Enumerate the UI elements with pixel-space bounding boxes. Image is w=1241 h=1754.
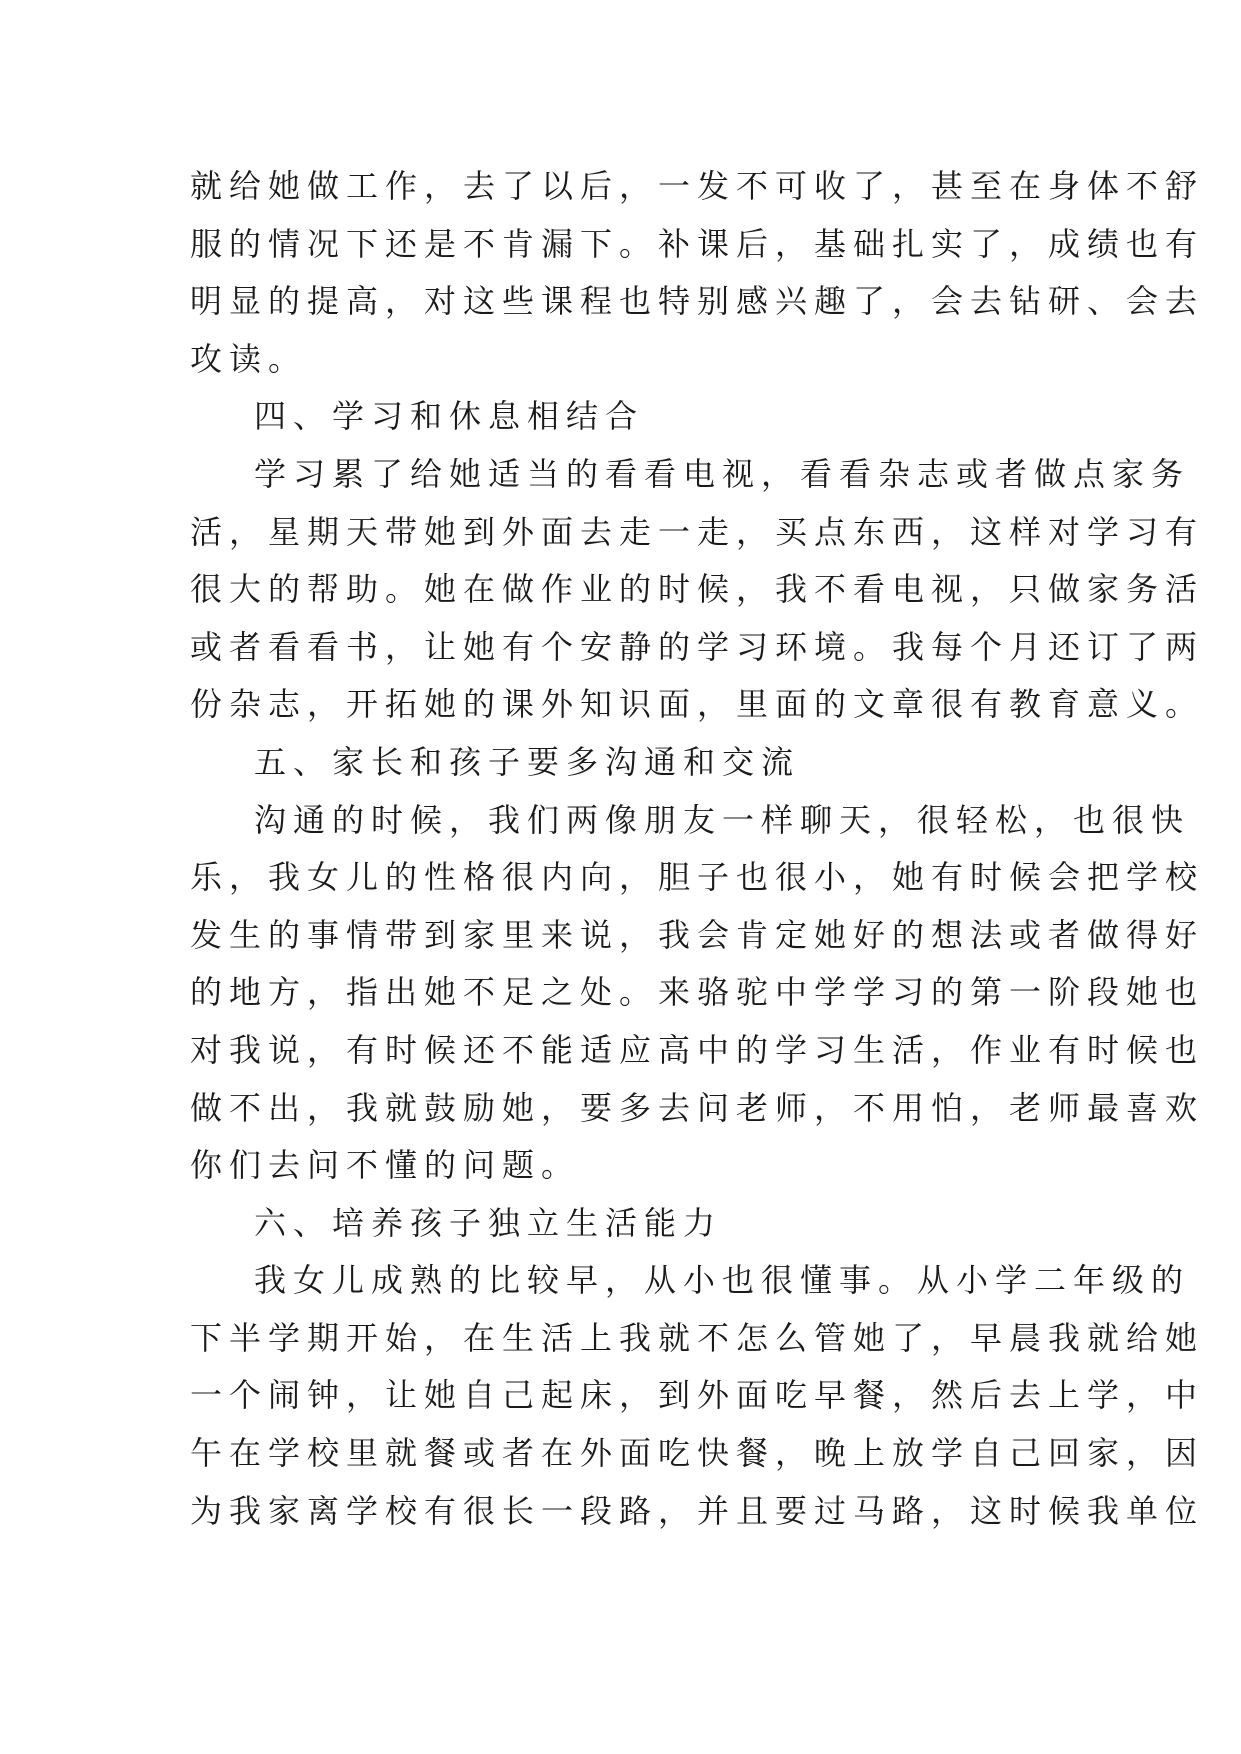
text-line: 下半学期开始，在生活上我就不怎么管她了，早晨我就给她 [190,1318,1205,1357]
text-line: 份杂志，开拓她的课外知识面，里面的文章很有教育意义。 [190,685,1205,724]
text-line: 活，星期天带她到外面去走一走，买点东西，这样对学习有 [190,512,1205,551]
text-line: 我女儿成熟的比较早，从小也很懂事。从小学二年级的 [254,1261,1191,1300]
text-line: 攻读。 [190,339,308,378]
text-line: 或者看看书，让她有个安静的学习环境。我每个月还订了两 [190,627,1205,666]
text-line: 你们去问不懂的问题。 [190,1146,581,1185]
text-line: 服的情况下还是不肯漏下。补课后，基础扎实了，成绩也有 [190,224,1205,263]
document-body [190,158,1205,1540]
text-line: 为我家离学校有很长一段路，并且要过马路，这时候我单位 [190,1491,1205,1530]
section-heading: 五、家长和孩子要多沟通和交流 [254,742,801,781]
text-line: 学习累了给她适当的看看电视，看看杂志或者做点家务 [254,454,1191,493]
section-heading: 六、培养孩子独立生活能力 [254,1203,723,1242]
text-line: 乐，我女儿的性格很内向，胆子也很小，她有时候会把学校 [190,858,1205,897]
text-line: 发生的事情带到家里来说，我会肯定她好的想法或者做得好 [190,915,1205,954]
text-line: 明显的提高，对这些课程也特别感兴趣了，会去钻研、会去 [190,282,1205,321]
text-line: 沟通的时候，我们两像朋友一样聊天，很轻松，也很快 [254,800,1191,839]
text-line: 一个闹钟，让她自己起床，到外面吃早餐，然后去上学，中 [190,1376,1205,1415]
text-line: 做不出，我就鼓励她，要多去问老师，不用怕，老师最喜欢 [190,1088,1205,1127]
text-line: 很大的帮助。她在做作业的时候，我不看电视，只做家务活 [190,570,1205,609]
text-line: 就给她做工作，去了以后，一发不可收了，甚至在身体不舒 [190,167,1205,205]
text-line: 的地方，指出她不足之处。来骆驼中学学习的第一阶段她也 [190,973,1205,1012]
section-heading: 四、学习和休息相结合 [254,397,645,436]
text-line: 对我说，有时候还不能适应高中的学习生活，作业有时候也 [190,1030,1205,1069]
text-line: 午在学校里就餐或者在外面吃快餐，晚上放学自己回家，因 [190,1434,1205,1473]
